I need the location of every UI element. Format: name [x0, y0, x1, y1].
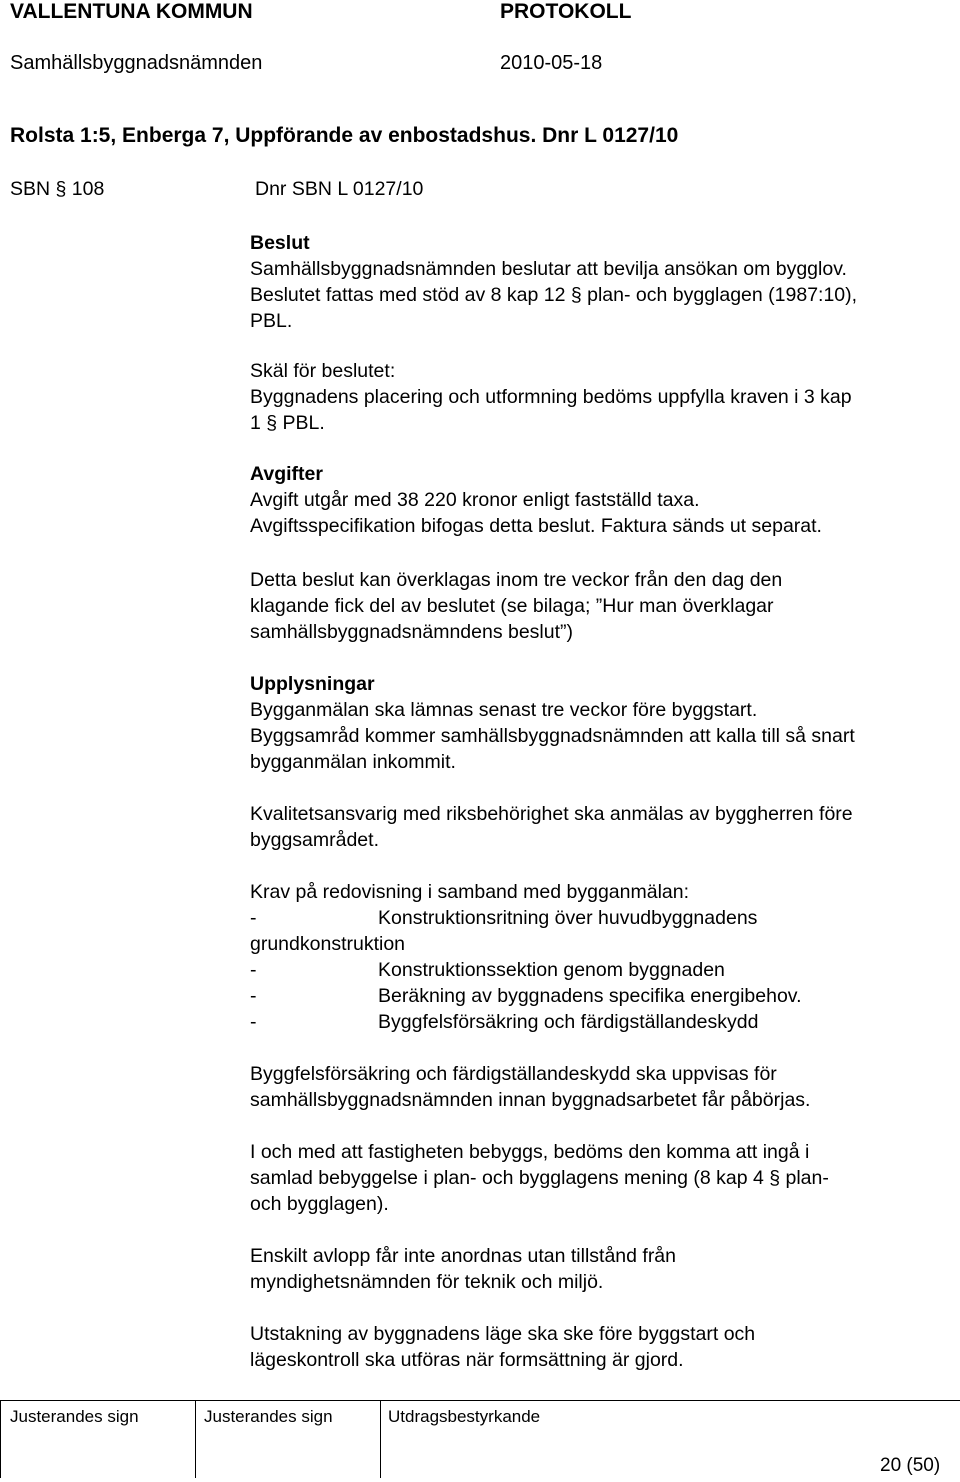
byggfel-line: Byggfelsförsäkring och färdigställandeskydd ska uppvisas för: [250, 1063, 777, 1085]
fastighet-line: och bygglagen).: [250, 1193, 389, 1215]
krav-dash: -: [250, 1011, 257, 1033]
committee-name: Samhällsbyggnadsnämnden: [10, 52, 263, 74]
krav-text: Konstruktionssektion genom byggnaden: [378, 959, 725, 981]
footer-divider: [0, 1400, 1, 1478]
krav-intro: Krav på redovisning i samband med bygganmälan:: [250, 881, 690, 903]
beslut-line: Samhällsbyggnadsnämnden beslutar att bevilja ansökan om bygglov.: [250, 258, 847, 280]
krav-item: [250, 1009, 759, 1035]
footer-sign-1: Justerandes sign: [10, 1407, 139, 1426]
krav-dash: -: [250, 959, 257, 981]
footer-extract: Utdragsbestyrkande: [388, 1407, 541, 1426]
case-title: Rolsta 1:5, Enberga 7, Uppförande av enbostadshus. Dnr L 0127/10: [10, 124, 679, 147]
beslut-heading: Beslut: [250, 232, 310, 254]
footer-rule: [0, 1400, 960, 1401]
avgifter-line: Avgiftsspecifikation bifogas detta beslut. Faktura sänds ut separat.: [250, 515, 822, 537]
footer-divider: [195, 1400, 196, 1478]
document-type: PROTOKOLL: [500, 0, 632, 23]
organization-name: VALLENTUNA KOMMUN: [10, 0, 253, 23]
overklaga-line: klagande fick del av beslutet (se bilaga; ”Hur man överklagar: [250, 595, 774, 617]
avlopp-line: Enskilt avlopp får inte anordnas utan tillstånd från: [250, 1245, 677, 1267]
skal-line: 1 § PBL.: [250, 412, 325, 434]
krav-item: [250, 905, 758, 931]
krav-text: grundkonstruktion: [250, 933, 406, 955]
sbn-dnr: Dnr SBN L 0127/10: [255, 178, 424, 200]
upplysningar-line: Bygganmälan ska lämnas senast tre veckor före byggstart.: [250, 699, 758, 721]
krav-dash: -: [250, 907, 257, 929]
avgifter-line: Avgift utgår med 38 220 kronor enligt fastställd taxa.: [250, 489, 700, 511]
overklaga-line: Detta beslut kan överklagas inom tre veckor från den dag den: [250, 569, 783, 591]
overklaga-line: samhällsbyggnadsnämndens beslut”): [250, 621, 574, 643]
krav-text: Beräkning av byggnadens specifika energibehov.: [378, 985, 802, 1007]
avlopp-line: myndighetsnämnden för teknik och miljö.: [250, 1271, 604, 1293]
krav-item: [250, 983, 802, 1009]
utstakning-line: Utstakning av byggnadens läge ska ske före byggstart och: [250, 1323, 756, 1345]
krav-dash: -: [250, 985, 257, 1007]
fastighet-line: samlad bebyggelse i plan- och bygglagens mening (8 kap 4 § plan-: [250, 1167, 829, 1189]
avgifter-heading: Avgifter: [250, 463, 323, 485]
footer-divider: [380, 1400, 381, 1478]
krav-item: [250, 957, 725, 983]
krav-item: [250, 931, 405, 957]
upplysningar-heading: Upplysningar: [250, 673, 375, 695]
upplysningar-line: Byggsamråd kommer samhällsbyggnadsnämnden att kalla till så snart: [250, 725, 855, 747]
meeting-date: 2010-05-18: [500, 52, 603, 74]
skal-line: Skäl för beslutet:: [250, 360, 396, 382]
kvalitet-line: byggsamrådet.: [250, 829, 379, 851]
krav-text: Byggfelsförsäkring och färdigställandeskydd: [378, 1011, 759, 1033]
utstakning-line: lägeskontroll ska utföras när formsättning är gjord.: [250, 1349, 684, 1371]
beslut-line: PBL.: [250, 310, 293, 332]
byggfel-line: samhällsbyggnadsnämnden innan byggnadsarbetet får påbörjas.: [250, 1089, 811, 1111]
skal-line: Byggnadens placering och utformning bedöms uppfylla kraven i 3 kap: [250, 386, 852, 408]
beslut-line: Beslutet fattas med stöd av 8 kap 12 § plan- och bygglagen (1987:10),: [250, 284, 858, 306]
sbn-paragraph: SBN § 108: [10, 178, 105, 200]
fastighet-line: I och med att fastigheten bebyggs, bedöms den komma att ingå i: [250, 1141, 810, 1163]
kvalitet-line: Kvalitetsansvarig med riksbehörighet ska anmälas av byggherren före: [250, 803, 853, 825]
footer-sign-2: Justerandes sign: [204, 1407, 333, 1426]
page-number: 20 (50): [880, 1455, 941, 1476]
krav-text: Konstruktionsritning över huvudbyggnadens: [378, 907, 758, 929]
upplysningar-line: bygganmälan inkommit.: [250, 751, 456, 773]
